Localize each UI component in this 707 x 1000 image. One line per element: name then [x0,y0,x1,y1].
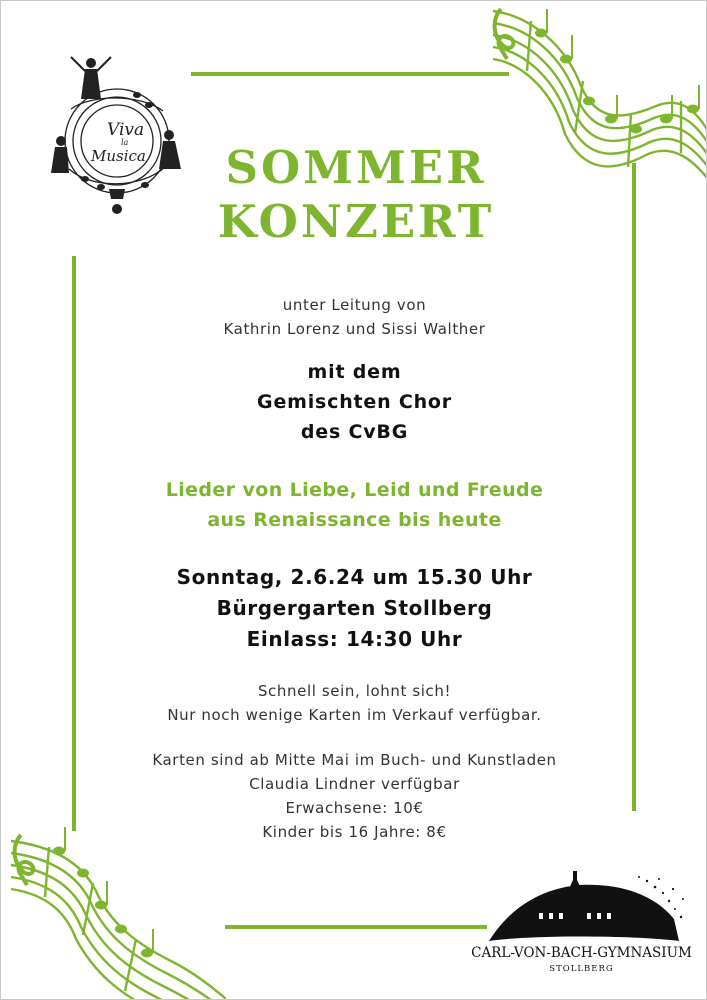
event-entry: Einlass: 14:30 Uhr [246,627,463,651]
tickets-adult-price: Erwachsene: 10€ [285,799,424,817]
songs-line-1: Lieder von Liebe, Leid und Freude [165,479,544,501]
choir-line-2: Gemischten Chor [257,391,452,413]
direction-block [81,293,628,341]
direction-line-2: Kathrin Lorenz und Sissi Walther [223,320,486,338]
left-accent-bar [72,256,76,831]
event-block [81,562,628,655]
title-line-1: SOMMER [225,141,487,194]
tickets-block [81,748,628,844]
school-name: CARL-VON-BACH-GYMNASIUM [471,945,692,961]
page-title [151,141,561,249]
choir-block [81,357,628,447]
notice-line-1: Schnell sein, lohnt sich! [257,682,452,700]
logo-text-musica: Musica [91,147,146,165]
tickets-line-2: Claudia Lindner verfügbar [249,775,460,793]
event-venue: Bürgergarten Stollberg [216,596,493,620]
songs-line-2: aus Renaissance bis heute [207,509,502,531]
logo-text-viva: Viva [107,120,145,140]
title-line-2: KONZERT [217,195,495,248]
songs-block [81,475,628,535]
logo-text-la: la [121,138,129,147]
top-accent-bar [191,72,509,76]
choir-line-1: mit dem [307,361,402,383]
school-logo [469,869,694,979]
event-date: Sonntag, 2.6.24 um 15.30 Uhr [176,565,533,589]
school-skyline-icon [469,869,694,945]
school-town: STOLLBERG [549,964,614,974]
right-accent-bar [632,163,636,811]
tickets-child-price: Kinder bis 16 Jahre: 8€ [262,823,447,841]
music-staff-bottom-left-icon [1,821,226,1000]
bottom-accent-bar [225,925,487,929]
notice-line-2: Nur noch wenige Karten im Verkauf verfügbar. [167,706,542,724]
notice-block [81,679,628,727]
direction-line-1: unter Leitung von [282,296,427,314]
choir-line-3: des CvBG [300,421,409,443]
tickets-line-1: Karten sind ab Mitte Mai im Buch- und Kunstladen [152,751,557,769]
